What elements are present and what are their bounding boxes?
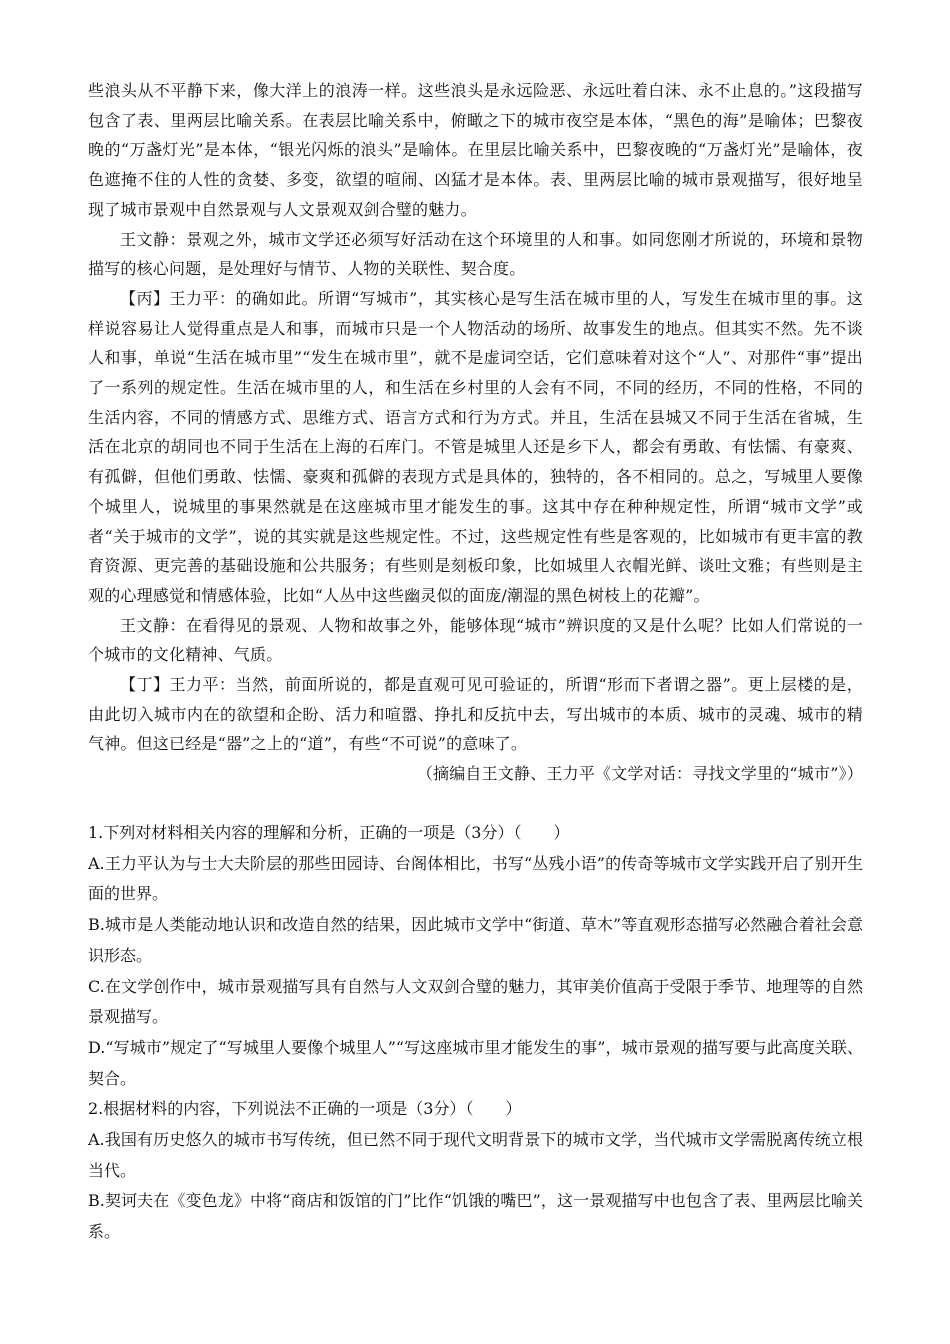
section-tag-bing: 【丙】 <box>120 288 170 308</box>
passage-paragraph-5-text: 王力平：当然，前面所说的，都是直观可见可验证的，所谓“形而下者谓之器”。更上层楼的是，由此切入城市内在的欲望和企盼、活力和喧嚣、挣扎和反抗中去，写出城市的本质、城市的灵魂、城市的精气神。但这已经是“器”之上的“道”，有些“不可说”的意味了。 <box>88 675 863 754</box>
questions-section <box>88 818 863 1248</box>
question-2-option-a: A.我国有历史悠久的城市书写传统，但已然不同于现代文明背景下的城市文学，当代城市文学需脱离传统立根当代。 <box>88 1130 863 1180</box>
question-1-option-c: C.在文学创作中，城市景观描写具有自然与人文双剑合璧的魅力，其审美价值高于受限于季节、地理等的自然景观描写。 <box>88 976 863 1027</box>
question-1-option-a: A.王力平认为与士大夫阶层的那些田园诗、台阁体相比，书写“丛残小语”的传奇等城市文学实践开启了别开生面的世界。 <box>88 853 863 904</box>
passage <box>88 76 863 789</box>
passage-paragraph-3 <box>88 284 863 611</box>
passage-paragraph-3-text: 王力平：的确如此。所谓“写城市”，其实核心是写生活在城市里的人，写发生在城市里的事。这样说容易让人觉得重点是人和事，而城市只是一个人物活动的场所、故事发生的地点。但其实不然。先不谈人和事，单说“生活在城市里”“发生在城市里”，就不是虚词空话，它们意味着对这个“人”、对那件“事”提出了一系列的规定性。生活在城市里的人，和生活在乡村里的人会有不同，不同的经历，不同的性格，不同的生活内容，不同的情感方式、思维方式、语言方式和行为方式。并且，生活在县城又不同于生活在省城，生活在北京的胡同也不同于生活在上海的石库门。不管是城里人还是乡下人，都会有勇敢、有怯懦、有豪爽、有孤僻，但他们勇敢、怯懦、豪爽和孤僻的表现方式是具体的，独特的，各不相同的。总之，写城里人要像个城里人，说城里的事果然就是在这座城市里才能发生的事。这其中存在种种规定性，所谓“城市文学”或者“关于城市的文学”，说的其实就是这些规定性。不过，这些规定性有些是客观的，比如城市有更丰富的教育资源、更完善的基础设施和公共服务；有些则是刻板印象，比如城里人衣帽光鲜、谈吐文雅；有些则是主观的心理感觉和情感体验，比如“人丛中这些幽灵似的面庞/潮湿的黑色树枝上的花瓣”。 <box>88 288 863 605</box>
passage-paragraph-2: 王文静：景观之外，城市文学还必须写好活动在这个环境里的人和事。如同您刚才所说的，环境和景物描写的核心问题，是处理好与情节、人物的关联性、契合度。 <box>88 229 863 279</box>
passage-paragraph-5 <box>88 670 863 759</box>
source-citation: （摘编自王文静、王力平《文学对话：寻找文学里的“城市”》） <box>416 764 863 784</box>
question-1-option-b: B.城市是人类能动地认识和改造自然的结果，因此城市文学中“街道、草木”等直观形态描写必然融合着社会意识形态。 <box>88 915 863 965</box>
question-2-stem: 2.根据材料的内容，下列说法不正确的一项是（3分）（ ） <box>88 1099 522 1119</box>
question-1-option-d: D.“写城市”规定了“写城里人要像个城里人”“写这座城市里才能发生的事”，城市景观的描写要与此高度关联、契合。 <box>88 1037 863 1088</box>
passage-paragraph-1: 些浪头从不平静下来，像大洋上的浪涛一样。这些浪头是永远险恶、永远吐着白沫、永不止息的。”这段描写包含了表、里两层比喻关系。在表层比喻关系中，俯瞰之下的城市夜空是本体，“黑色的海”是喻体；巴黎夜晚的“万盏灯光”是本体，“银光闪烁的浪头”是喻体。在里层比喻关系中，巴黎夜晚的“万盏灯光”是喻体，夜色遮掩不住的人性的贪婪、多变，欲望的喧闹、凶猛才是本体。表、里两层比喻的城市景观描写，很好地呈现了城市景观中自然景观与人文景观双剑合璧的魅力。 <box>88 81 863 219</box>
section-tag-ding: 【丁】 <box>120 675 170 695</box>
question-2-option-b: B.契诃夫在《变色龙》中将“商店和饭馆的门”比作“饥饿的嘴巴”，这一景观描写中也包含了表、里两层比喻关系。 <box>88 1191 863 1242</box>
passage-paragraph-4: 王文静：在看得见的景观、人物和故事之外，能够体现“城市”辨识度的又是什么呢？比如人们常说的一个城市的文化精神、气质。 <box>88 615 863 665</box>
question-1-stem: 1.下列对材料相关内容的理解和分析，正确的一项是（3分）（ ） <box>88 823 570 842</box>
